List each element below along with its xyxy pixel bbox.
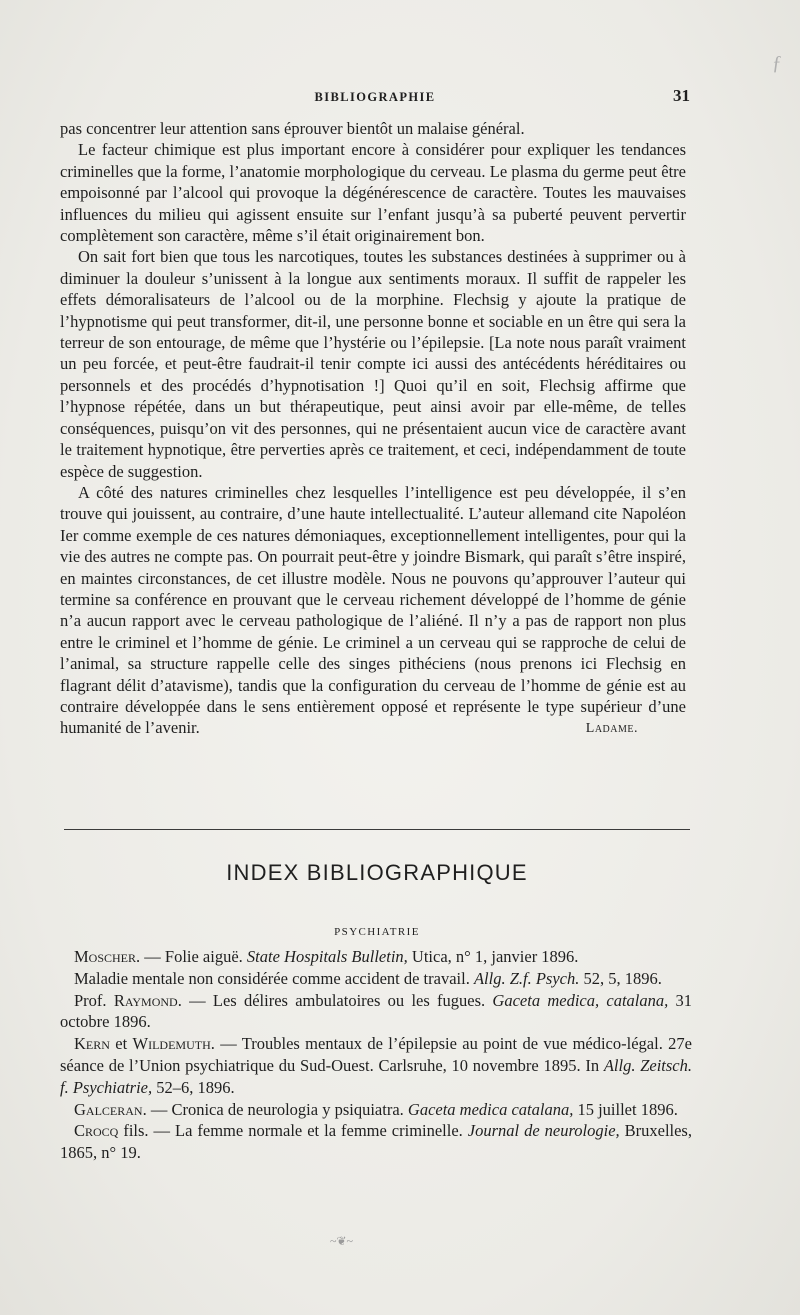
entry-author: Kern (74, 1034, 110, 1054)
entry-journal: Gaceta medica catalana, (407, 1099, 574, 1119)
entry-journal: Journal de neurologie, (467, 1121, 620, 1141)
index-heading: INDEX BIBLIOGRAPHIQUE (226, 860, 528, 885)
entry-rest: Utica, n° 1, janvier 1896. (407, 947, 579, 966)
bibliography-entry (60, 1120, 692, 1164)
paragraph: pas concentrer leur attention sans éprouver bientôt un malaise général. (60, 119, 525, 138)
entry-author: Crocq (74, 1121, 119, 1141)
bibliography-entry (60, 946, 692, 968)
entry-rest: 15 juillet 1896. (573, 1099, 678, 1119)
entry-rest: Bruxelles, 1865, n° 19. (60, 1121, 692, 1163)
entry-text: — Folie aiguë. (140, 947, 247, 966)
bibliography-entry (60, 1099, 692, 1121)
review-body (60, 118, 686, 739)
margin-mark: ƒ (772, 52, 782, 74)
entry-rest: 52, 5, 1896. (579, 968, 662, 988)
entry-text: Maladie mentale non considérée comme accident de travail. (74, 968, 474, 988)
entry-text: — La femme normale et la femme criminelle. (148, 1121, 468, 1141)
entry-journal: Allg. Zeitsch. f. Psychiatrie, (60, 1055, 692, 1097)
entry-author: Moscher. (74, 947, 141, 966)
entry-rest: 52–6, 1896. (152, 1077, 235, 1097)
printer-ornament: ~❦~ (330, 1234, 354, 1248)
running-head (60, 86, 690, 110)
paragraph: Le facteur chimique est plus important encore à considérer pour expliquer les tendances criminelles que la forme, l’anatomie morphologique du cerveau. Le plasma du germe peut être empoisonné par l’alcool qui provoque la dégénérescence de caractère. Toutes les mauvaises influences du milieu qui agissent ensuite sur l’enfant jusqu’à sa puberté peuvent pervertir complètement son caractère, même s’il était originairement bon. (60, 140, 686, 246)
running-title: BIBLIOGRAPHIE (314, 90, 436, 104)
section-label: PSYCHIATRIE (334, 926, 420, 938)
entry-journal: Allg. Z.f. Psych. (473, 968, 580, 988)
reviewer-signature: Ladame. (585, 720, 638, 736)
entry-author: Wildemuth. (132, 1034, 215, 1054)
entry-text: — Les délires ambulatoires ou les fugues. (181, 990, 493, 1010)
paragraph: A côté des natures criminelles chez lesquelles l’intelligence est peu développée, il s’en trouve qui jouissent, au contraire, d’une haute intellectualité. L’auteur allemand cite Napoléon Ier comme exemple de ces natures démoniaques, exceptionnellement intelligentes, pour qui la vie des autres ne compte pas. On pourrait peut-être y joindre Bismark, qui paraît s’être inspiré, en maintes circonstances, de cet illustre modèle. Nous ne pouvons qu’approuver l’auteur qui termine sa conférence en prouvant que le cerveau richement développé de l’homme de génie n’a aucun rapport avec le cerveau pathologique de l’aliéné. Il n’y a pas de rapport non plus entre le criminel et l’homme de génie. Le criminel a un cerveau qui se rapproche de celui de l’animal, sa structure rappelle celle des singes pithéciens (nous prenons ici Flechsig en flagrant délit d’atavisme), tandis que la configuration du cerveau de l’homme de génie est au contraire développée dans le sens entièrement opposé et représente le type supérieur d’une humanité de l’avenir. (60, 482, 686, 738)
entry-author: Raymond. (113, 990, 182, 1010)
entry-author: Galceran. (74, 1099, 147, 1119)
entry-rest: 31 octobre 1896. (60, 990, 692, 1032)
entry-suffix: fils. (118, 1121, 149, 1141)
entry-prefix: Prof. (74, 990, 114, 1010)
bibliography-entry (60, 990, 692, 1034)
entry-text: — Cronica de neurologia y psiquiatra. (146, 1099, 408, 1119)
bibliography-entry (60, 1033, 692, 1098)
bibliography-entry (60, 968, 692, 990)
bibliography-list (60, 946, 692, 1164)
section-divider (64, 829, 690, 830)
entry-journal: Gaceta medica, catalana, (492, 990, 669, 1010)
entry-text: — Troubles mentaux de l’épilepsie au point de vue médico-légal. 27e séance de l’Union psychiatrique du Sud-Ouest. Carlsruhe, 10 novembre 1895. In (60, 1034, 692, 1075)
page-number: 31 (673, 86, 690, 105)
entry-conjunction: et (109, 1034, 133, 1054)
paragraph: On sait fort bien que tous les narcotiques, toutes les substances destinées à supprimer ou à diminuer la douleur s’unissent à la longue aux sentiments moraux. Il suffit de rappeler les effets démoralisateurs de l’alcool ou de la morphine. Flechsig y ajoute la pratique de l’hypnotisme qui peut transformer, dit-il, une personne bonne et sociable en un être qui sera la terreur de son entourage, de même que l’hystérie ou l’épilepsie. [La note nous paraît vraiment un peu forcée, et peut-être faudrait-il tenir compte ici aussi des antécédents héréditaires ou personnels et des procédés d’hypnotisation !] Quoi qu’il en soit, Flechsig affirme que l’hypnose répétée, dans un but thérapeutique, peut ainsi avoir par elle-même, de telles conséquences, puisqu’on vit des personnes, qui ne présentaient aucun vice de caractère avant le traitement hypnotique, être perverties après ce traitement, et ceci, indépendamment de toute espèce de suggestion. (60, 247, 686, 481)
entry-journal: State Hospitals Bulletin, (246, 947, 408, 966)
